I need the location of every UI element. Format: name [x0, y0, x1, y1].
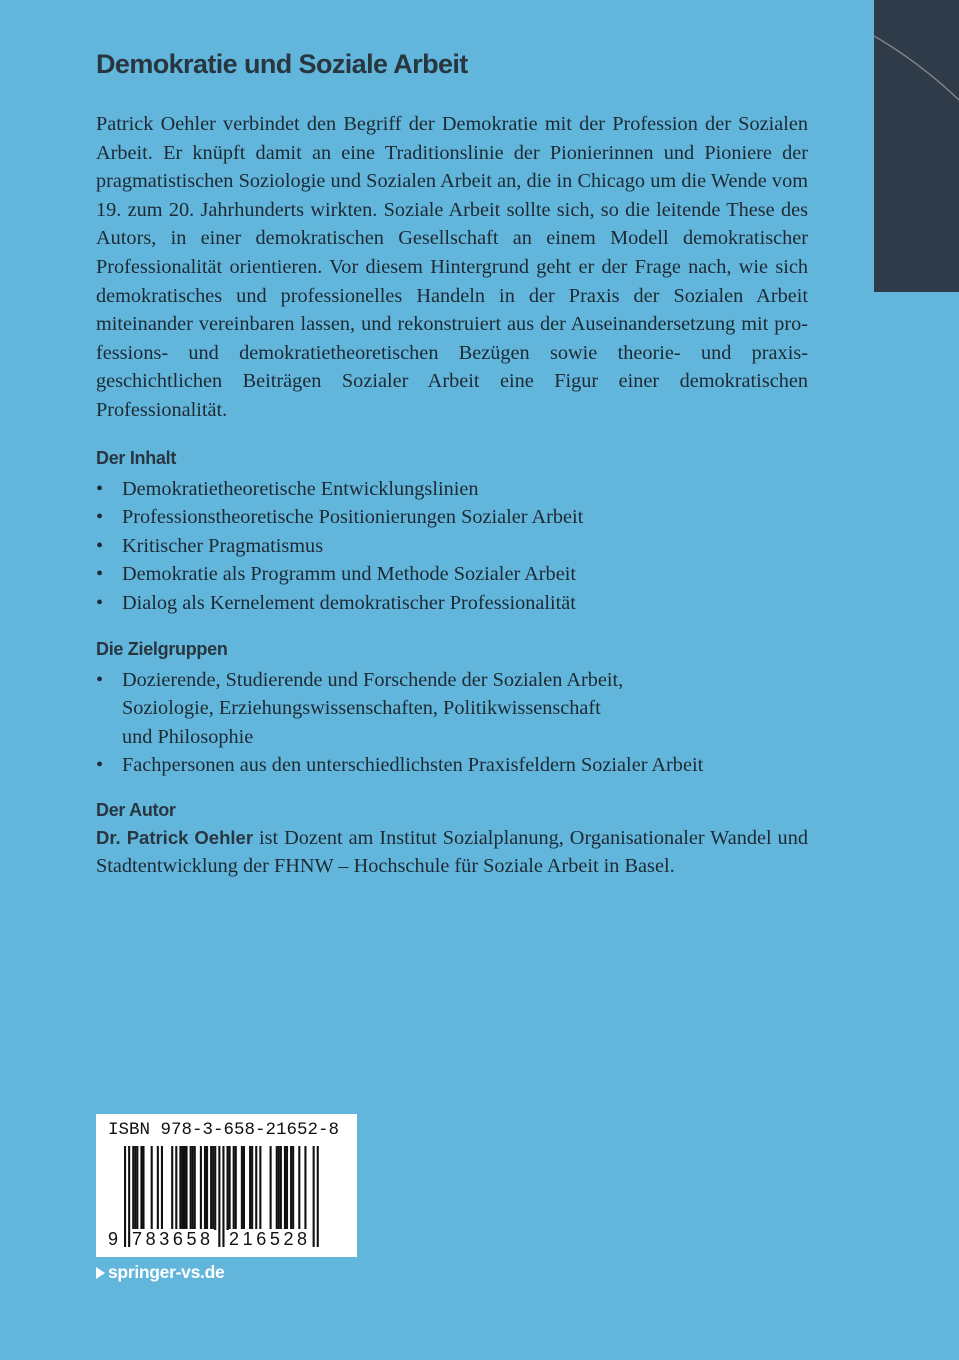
- barcode-bar: [186, 1146, 188, 1230]
- section-heading-autor: Der Autor: [96, 799, 176, 820]
- bullet-icon: •: [96, 668, 104, 691]
- barcode-bar: [134, 1146, 136, 1230]
- barcode-bar: [284, 1146, 286, 1230]
- isbn-barcode: [96, 1114, 357, 1257]
- barcode-bar: [259, 1146, 261, 1230]
- inhalt-list: [96, 475, 808, 618]
- barcode-bar: [290, 1146, 292, 1230]
- barcode-bar: [298, 1146, 300, 1230]
- barcode-bar: [192, 1146, 194, 1230]
- bullet-icon: •: [96, 754, 104, 777]
- list-item: • Demokratietheoretische Entwicklungslinien: [96, 475, 808, 504]
- list-item: • Dialog als Kernelement demokratischer Professionalität: [96, 589, 808, 618]
- zielgruppen-list: [96, 666, 808, 780]
- barcode-bar: [142, 1146, 144, 1230]
- barcode-bar: [222, 1146, 224, 1247]
- barcode-bar: [255, 1146, 257, 1230]
- bullet-icon: •: [96, 477, 104, 500]
- section-heading-inhalt: Der Inhalt: [96, 447, 177, 468]
- barcode-bar: [212, 1146, 214, 1230]
- barcode-bar: [171, 1146, 173, 1230]
- barcode-right-digits: 216528: [229, 1229, 311, 1249]
- author-paragraph: Dr. Patrick Oehler ist Dozent am Institut Sozialplanung, Organisationaler Wandel und Stadtentwicklung der FHNW – Hochschule für Soziale Arbeit in Basel.: [96, 826, 808, 878]
- barcode-bar: [292, 1146, 294, 1230]
- isbn-label: ISBN 978-3-658-21652-8: [108, 1120, 340, 1140]
- barcode-bar: [128, 1146, 130, 1247]
- barcode-bar: [276, 1146, 278, 1230]
- barcode-bar: [136, 1146, 138, 1230]
- barcode-bar: [124, 1146, 126, 1247]
- barcode-bar: [278, 1146, 280, 1230]
- barcode-bar: [200, 1146, 202, 1230]
- bullet-icon: •: [96, 563, 104, 586]
- barcode-bar: [210, 1146, 212, 1230]
- barcode-bar: [181, 1146, 183, 1230]
- barcode-bar: [227, 1146, 229, 1230]
- list-item: • Dozierende, Studierende und Forschende der Sozialen Arbeit, Soziologie, Erziehungswissenschaften, Politikwissenschaft und Philosophie: [96, 666, 808, 752]
- bullet-icon: •: [96, 591, 104, 614]
- list-item: • Professionstheoretische Positionierungen Sozialer Arbeit: [96, 503, 808, 532]
- bullet-icon: •: [96, 534, 104, 557]
- list-item: • Kritischer Pragmatismus: [96, 532, 808, 561]
- barcode-bar: [251, 1146, 253, 1230]
- list-item: • Fachpersonen aus den unterschiedlichsten Praxisfeldern Sozialer Arbeit: [96, 751, 808, 780]
- barcode-bar: [179, 1146, 181, 1230]
- book-title: Demokratie und Soziale Arbeit: [96, 49, 468, 79]
- barcode-bar: [317, 1146, 319, 1247]
- bullet-icon: •: [96, 506, 104, 529]
- corner-decoration: [874, 0, 959, 292]
- barcode-bar: [218, 1146, 220, 1247]
- barcode-bar: [313, 1146, 315, 1247]
- barcode-bar: [151, 1146, 153, 1230]
- barcode-bar: [243, 1146, 245, 1230]
- barcode-bar: [157, 1146, 159, 1230]
- barcode-bar: [194, 1146, 196, 1230]
- publisher-link[interactable]: springer-vs.de: [96, 1262, 224, 1283]
- barcode-bar: [270, 1146, 272, 1230]
- section-heading-zielgruppen: Die Zielgruppen: [96, 638, 228, 659]
- barcode-bar: [190, 1146, 192, 1230]
- barcode-bar: [175, 1146, 177, 1230]
- intro-paragraph: Patrick Oehler verbindet den Begriff der Demokratie mit der Profession der Sozialen Arbeit. Er knüpft damit an eine Traditionslinie der Pionierinnen und Pioniere der pragmatistischen Soziologie und Sozialen Arbeit an, die in Chicago um die Wende vom 19. zum 20. Jahrhunderts wirkten. Soziale Arbeit sollte sich, so die leitende These des Autors, in einer demokratischen Gesellschaft an einem Modell demokratischer Professionalität orientieren. Vor diesem Hintergrund geht er der Frage nach, wie sich demokratisches und professionelles Handeln in der Praxis der Sozialen Arbeit miteinander vereinbaren lassen, und rekonstruiert aus der Auseinandersetzung mit professions- und demokratietheoretischen Bezügen sowie theorie- und praxisgeschichtlichen Beiträgen Sozialer Arbeit eine Figur einer demokratischen Professionalität.: [96, 113, 808, 421]
- list-item: • Demokratie als Programm und Methode Sozialer Arbeit: [96, 560, 808, 589]
- barcode-bar: [280, 1146, 282, 1230]
- back-cover-text: [96, 44, 808, 881]
- barcode-bar: [204, 1146, 206, 1230]
- barcode-bar: [214, 1146, 216, 1230]
- barcode-first-digit: 9: [108, 1229, 119, 1249]
- barcode-bar: [304, 1146, 306, 1230]
- barcode-bar: [229, 1146, 231, 1230]
- barcode-left-digits: 783658: [132, 1229, 214, 1249]
- barcode-bar: [206, 1146, 208, 1230]
- barcode-bar: [235, 1146, 237, 1230]
- barcode-bar: [132, 1146, 134, 1230]
- barcode-bar: [233, 1146, 235, 1230]
- barcode-bar: [249, 1146, 251, 1230]
- arrow-right-icon: [96, 1267, 105, 1279]
- barcode-bar: [241, 1146, 243, 1230]
- barcode-bar: [183, 1146, 185, 1230]
- author-name: Dr. Patrick Oehler: [96, 826, 254, 848]
- barcode-bar: [140, 1146, 142, 1230]
- barcode-bar: [161, 1146, 163, 1230]
- barcode-bar: [286, 1146, 288, 1230]
